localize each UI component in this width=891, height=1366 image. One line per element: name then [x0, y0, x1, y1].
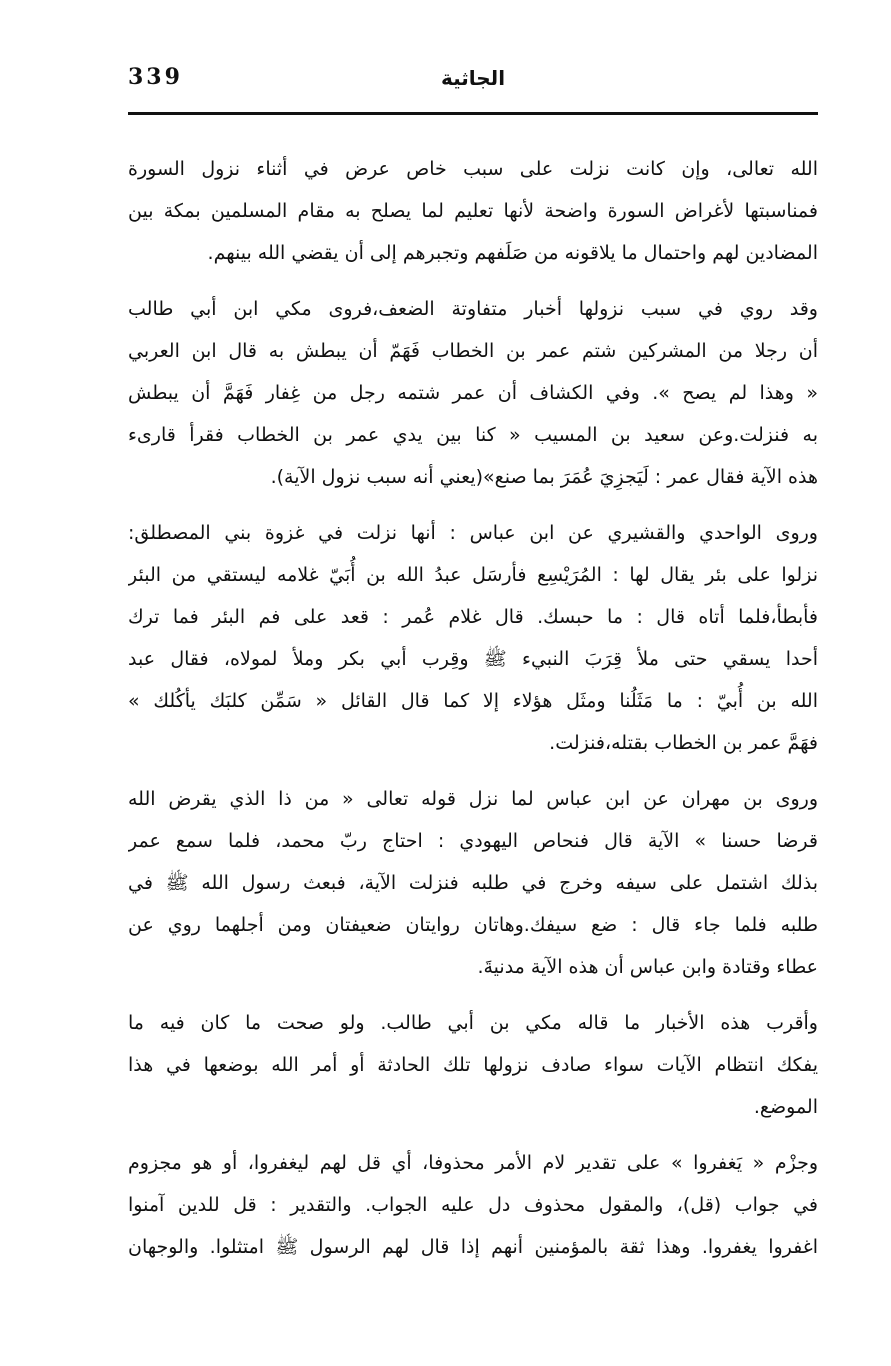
- body-text: [128, 148, 818, 1282]
- text-line: الله بن أُبيّ : ما مَثَلُنا ومثَل هؤلاء إلا كما قال القائل « سَمِّن كلبَك يأكُلك »: [128, 690, 818, 712]
- paragraph-2: [128, 288, 818, 498]
- text-line: قرضا حسنا » الآية قال فنحاص اليهودي : احتاج ربّ محمد، فلما سمع عمر: [128, 830, 818, 852]
- header-rule: [128, 112, 818, 115]
- text-line: فمناسبتها لأغراض السورة واضحة لأنها تعليم لما يصلح به مقام المسلمين بمكة بين: [128, 200, 818, 222]
- text-line: طلبه فلما جاء قال : ضع سيفك.وهاتان روايتان ضعيفتان ومن أجلهما روي عن: [128, 914, 818, 936]
- paragraph-5: [128, 1002, 818, 1128]
- text-line: الله تعالى، وإن كانت نزلت على سبب خاص عرض في أثناء نزول السورة: [128, 158, 818, 180]
- text-line: في جواب (قل)، والمقول محذوف دل عليه الجواب. والتقدير : قل للدين آمنوا: [128, 1194, 818, 1216]
- text-line: وقد روي في سبب نزولها أخبار متفاوتة الضعف،فروى مكي ابن أبي طالب: [128, 298, 818, 320]
- paragraph-4: [128, 778, 818, 988]
- text-line: أن رجلا من المشركين شتم عمر بن الخطاب فَهَمّ أن يبطش به قال ابن العربي: [128, 340, 818, 362]
- text-line: أحدا يسقي حتى ملأ قِرَبَ النبيء ﷺ وقِرب أبي بكر وملأ لمولاه، فقال عبد: [128, 648, 818, 670]
- page-header: [128, 60, 818, 110]
- text-line: « وهذا لم يصح ». وفي الكشاف أن عمر شتمه رجل من غِفار فَهَمَّ أن يبطش: [128, 382, 818, 404]
- text-line: وأقرب هذه الأخبار ما قاله مكي بن أبي طالب. ولو صحت ما كان فيه ما: [128, 1012, 818, 1034]
- text-line: هذه الآية فقال عمر : لَيَجزِيَ عُمَرَ بما صنع»(يعني أنه سبب نزول الآية).: [270, 466, 818, 488]
- text-line: وجزْم « يَغفروا » على تقدير لام الأمر محذوفا، أي قل لهم ليغفروا، أو هو مجزوم: [128, 1152, 818, 1174]
- paragraph-6: [128, 1142, 818, 1268]
- running-title: الجاثية: [440, 66, 506, 90]
- text-line: وروى بن مهران عن ابن عباس لما نزل قوله تعالى « من ذا الذي يقرض الله: [128, 788, 818, 810]
- text-line: بذلك اشتمل على سيفه وخرج في طلبه فنزلت الآية، فبعث رسول الله ﷺ في: [128, 872, 818, 894]
- text-line: المضادين لهم واحتمال ما يلاقونه من صَلَفهم وتجبرهم إلى أن يقضي الله بينهم.: [207, 242, 818, 264]
- text-line: يفكك انتظام الآيات سواء صادف نزولها تلك الحادثة أو أمر الله بوضعها في هذا: [128, 1054, 818, 1076]
- text-line: فأبطأ،فلما أتاه قال : ما حبسك. قال غلام عُمر : قعد على فم البئر فما ترك: [128, 606, 818, 628]
- text-line: عطاء وقتادة وابن عباس أن هذه الآية مدنيةَ.: [477, 956, 818, 978]
- text-line: به فنزلت.وعن سعيد بن المسيب « كنا بين يدي عمر بن الخطاب فقرأ قارىء: [128, 424, 818, 446]
- text-line: الموضع.: [753, 1096, 818, 1118]
- text-line: نزلوا على بئر يقال لها : المُرَيْسِع فأرسَل عبدُ الله بن أُبَيّ غلامه ليستقي من البئر: [128, 564, 818, 586]
- paragraph-1: [128, 148, 818, 274]
- text-line: وروى الواحدي والقشيري عن ابن عباس : أنها نزلت في غزوة بني المصطلق:: [128, 522, 818, 544]
- page-number: 339: [128, 64, 183, 90]
- text-line: اغفروا يغفروا. وهذا ثقة بالمؤمنين أنهم إذا قال لهم الرسول ﷺ امتثلوا. والوجهان: [128, 1236, 818, 1258]
- paragraph-3: [128, 512, 818, 764]
- text-line: فهَمَّ عمر بن الخطاب بقتله،فنزلت.: [549, 732, 818, 754]
